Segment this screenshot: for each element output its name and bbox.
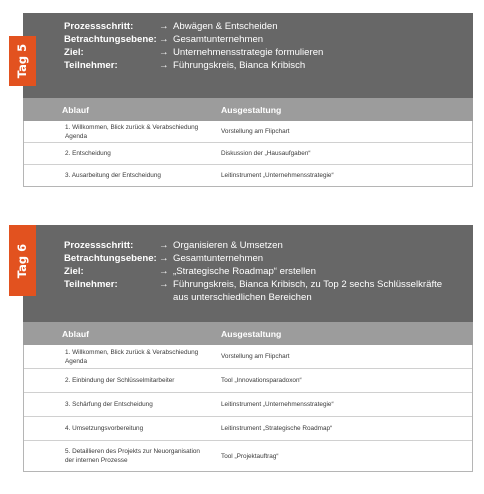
table-row	[24, 345, 472, 369]
block-header	[15, 13, 473, 98]
meta-row-process-step	[64, 20, 473, 33]
agenda-item: 2. Einbindung der Schlüsselmitarbeiter	[65, 377, 175, 384]
meta-row-process-step	[64, 239, 473, 252]
agenda-design: Leitinstrument „Unternehmensstrategie“	[221, 172, 334, 179]
agenda-design: Diskussion der „Hausaufgaben“	[221, 150, 311, 157]
meta-row-goal	[64, 265, 473, 278]
day-block-tag5	[15, 13, 473, 187]
agenda-table	[23, 345, 473, 472]
meta-label: Prozessschritt:	[64, 240, 134, 251]
agenda-item: 4. Umsetzungsvorbereitung	[65, 425, 144, 432]
agenda-design: Tool „Projektauftrag“	[221, 452, 279, 460]
agenda-design: Leitinstrument „Strategische Roadmap“	[221, 425, 333, 432]
table-header	[23, 98, 473, 121]
meta-label: Betrachtungsebene:	[64, 253, 157, 264]
table-row	[24, 393, 472, 417]
meta-value: Organisieren & Umsetzen	[173, 240, 283, 251]
meta-value: „Strategische Roadmap“ erstellen	[173, 266, 316, 277]
agenda-item: 2. Entscheidung	[65, 150, 111, 157]
meta-label: Teilnehmer:	[64, 60, 118, 71]
meta-value: Führungskreis, Bianca Kribisch, zu Top 2 sechs Schlüsselkräfte aus unterschiedlichen Bereichen	[173, 279, 443, 303]
meta-label: Prozessschritt:	[64, 21, 134, 32]
arrow-icon: →	[159, 253, 169, 264]
arrow-icon: →	[159, 34, 169, 45]
table-row	[24, 143, 472, 165]
arrow-icon: →	[159, 21, 169, 32]
meta-label: Ziel:	[64, 47, 84, 58]
day-tag	[9, 36, 36, 86]
agenda-design: Tool „Innovationsparadoxon“	[221, 377, 302, 384]
table-row	[24, 121, 472, 143]
arrow-icon: →	[159, 47, 169, 58]
agenda-design: Leitinstrument „Unternehmensstrategie“	[221, 401, 334, 408]
arrow-icon: →	[159, 240, 169, 251]
meta-value: Führungskreis, Bianca Kribisch	[173, 60, 306, 71]
agenda-design: Vorstellung am Flipchart	[221, 128, 290, 135]
column-header-design: Ausgestaltung	[221, 328, 282, 339]
table-row	[24, 441, 472, 472]
column-header-process: Ablauf	[62, 104, 90, 115]
arrow-icon: →	[159, 279, 169, 290]
meta-row-goal	[64, 46, 473, 59]
meta-value: Abwägen & Entscheiden	[173, 21, 278, 32]
arrow-icon: →	[159, 266, 169, 277]
meta-label: Ziel:	[64, 266, 84, 277]
arrow-icon: →	[159, 60, 169, 71]
agenda-item: 1. Willkommen, Blick zurück & Verabschiedung Agenda	[65, 348, 199, 365]
meta-row-participants	[64, 59, 473, 72]
agenda-item: 3. Ausarbeitung der Entscheidung	[65, 172, 161, 179]
day-block-tag6	[15, 225, 473, 472]
agenda-item: 3. Schärfung der Entscheidung	[65, 401, 153, 408]
block-header	[15, 225, 473, 322]
agenda-item: 1. Willkommen, Blick zurück & Verabschiedung Agenda	[65, 123, 199, 140]
meta-value: Unternehmensstrategie formulieren	[173, 47, 324, 58]
meta-row-level	[64, 252, 473, 265]
meta-value: Gesamtunternehmen	[173, 34, 264, 45]
agenda-item: 5. Detaillieren des Projekts zur Neuorganisation der internen Prozesse	[65, 448, 200, 464]
column-header-design: Ausgestaltung	[221, 104, 282, 115]
meta-row-participants	[64, 278, 473, 304]
table-row	[24, 165, 472, 187]
table-row	[24, 417, 472, 441]
meta-value: Gesamtunternehmen	[173, 253, 264, 264]
agenda-design: Vorstellung am Flipchart	[221, 353, 290, 360]
meta-label: Teilnehmer:	[64, 279, 118, 290]
agenda-table	[23, 121, 473, 187]
day-tag-label: Tag 6	[15, 243, 30, 278]
column-header-process: Ablauf	[62, 328, 90, 339]
day-tag-label: Tag 5	[15, 43, 30, 79]
meta-row-level	[64, 33, 473, 46]
day-tag	[9, 225, 36, 296]
table-row	[24, 369, 472, 393]
meta-label: Betrachtungsebene:	[64, 34, 157, 45]
table-header	[23, 322, 473, 345]
